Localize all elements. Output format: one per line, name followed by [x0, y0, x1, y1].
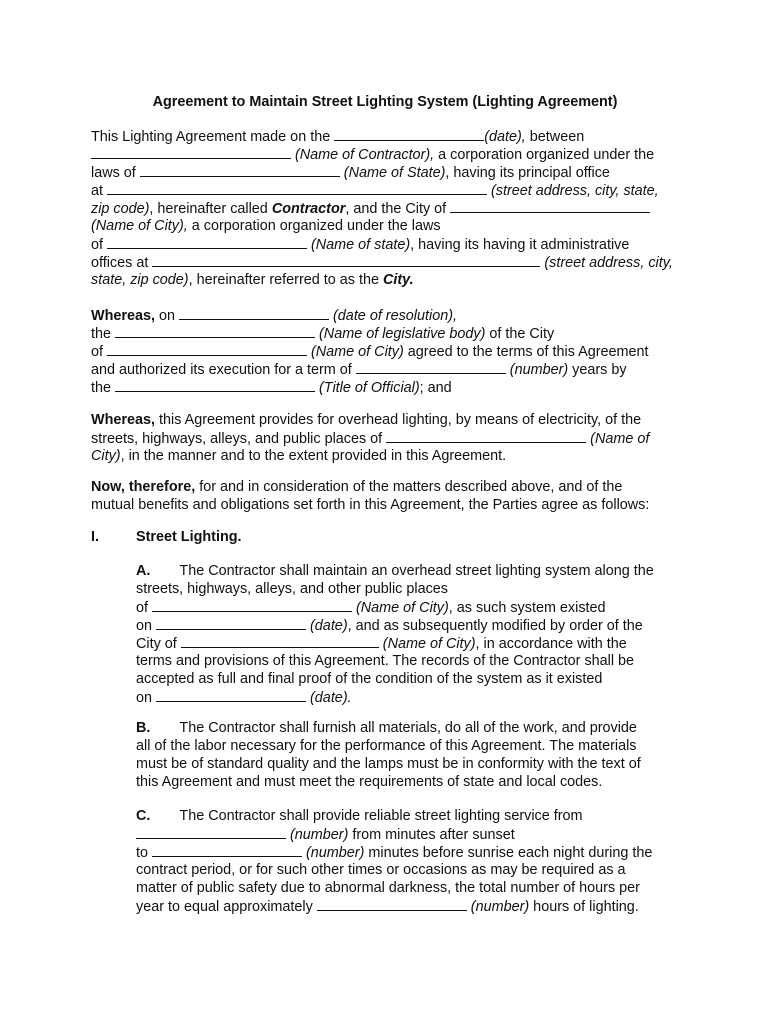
intro-paragraph: This Lighting Agreement made on the (date), between (Name of Contractor), a corporation organized under the laws of (Name of State), having its principal office at (street address, city, state, zip code), hereinafter called Contractor, and the City of (Name of City), a corporation organized under the laws of (Name of state), having its having it administrative offices at (street address, city, state, zip code), hereinafter referred to as the City.	[91, 129, 673, 288]
resolution-date-blank[interactable]	[179, 306, 329, 320]
date-blank[interactable]	[334, 127, 484, 141]
whereas-lighting-paragraph: Whereas, this Agreement provides for overhead lighting, by means of electricity, of the streets, highways, alleys, and public places of (Name of City), in the manner and to the extent provided in this Agreement.	[91, 412, 650, 464]
state-name-blank[interactable]	[140, 163, 340, 177]
clause-a: A. The Contractor shall maintain an overhead street lighting system along the streets, highways, alleys, and other public places of (Name of City), as such system existed on (date), and as subsequently modified by order of the City of (Name of City), in accordance with the terms and provisions of this Agreement. The records of the Contractor shall be accepted as full and final proof of the condition of the system as it existed on (date).	[136, 563, 654, 706]
city-address-blank[interactable]	[152, 253, 540, 267]
official-title-blank[interactable]	[115, 378, 315, 392]
clause-c: C. The Contractor shall provide reliable street lighting service from (number) from minutes after sunset to (number) minutes before sunrise each night during the contract period, or for such other times or occasions as may be required as a matter of public safety due to abnormal darkness, the total number of hours per year to equal approximately (number) hours of lighting.	[136, 808, 653, 915]
page-title: Agreement to Maintain Street Lighting System (Lighting Agreement)	[152, 94, 618, 110]
condition-date-blank[interactable]	[156, 688, 306, 702]
state-blank-2[interactable]	[107, 235, 307, 249]
minutes-after-sunset-blank[interactable]	[136, 825, 286, 839]
clause-b: B. The Contractor shall furnish all materials, do all of the work, and provide all of the labor necessary for the performance of this Agreement. The materials must be of standard quality and the lamps must be in conformity with the text of this Agreement and must meet the requirements of state and local codes.	[136, 720, 641, 790]
city-name-blank[interactable]	[450, 199, 650, 213]
city-name-blank-5[interactable]	[181, 634, 379, 648]
city-name-blank-2[interactable]	[107, 342, 307, 356]
legislative-body-blank[interactable]	[115, 324, 315, 338]
section-number: I.	[91, 529, 99, 545]
now-therefore-paragraph: Now, therefore, for and in consideration of the matters described above, and of the mutual benefits and obligations set forth in this Agreement, the Parties agree as follows:	[91, 479, 650, 513]
clause-c-label: C.	[136, 808, 151, 824]
minutes-before-sunrise-blank[interactable]	[152, 843, 302, 857]
section-title: Street Lighting.	[136, 529, 242, 545]
contractor-address-blank[interactable]	[107, 181, 487, 195]
contractor-name-blank[interactable]	[91, 145, 291, 159]
term-years-blank[interactable]	[356, 360, 506, 374]
system-date-blank[interactable]	[156, 616, 306, 630]
city-name-blank-3[interactable]	[386, 429, 586, 443]
whereas-resolution-paragraph: Whereas, on (date of resolution), the (Name of legislative body) of the City of (Name of City) agreed to the terms of this Agreement and authorized its execution for a term of (number) years by the (Title of Official); and	[91, 308, 649, 396]
hours-of-lighting-blank[interactable]	[317, 897, 467, 911]
clause-b-label: B.	[136, 720, 151, 736]
city-name-blank-4[interactable]	[152, 598, 352, 612]
clause-a-label: A.	[136, 563, 151, 579]
